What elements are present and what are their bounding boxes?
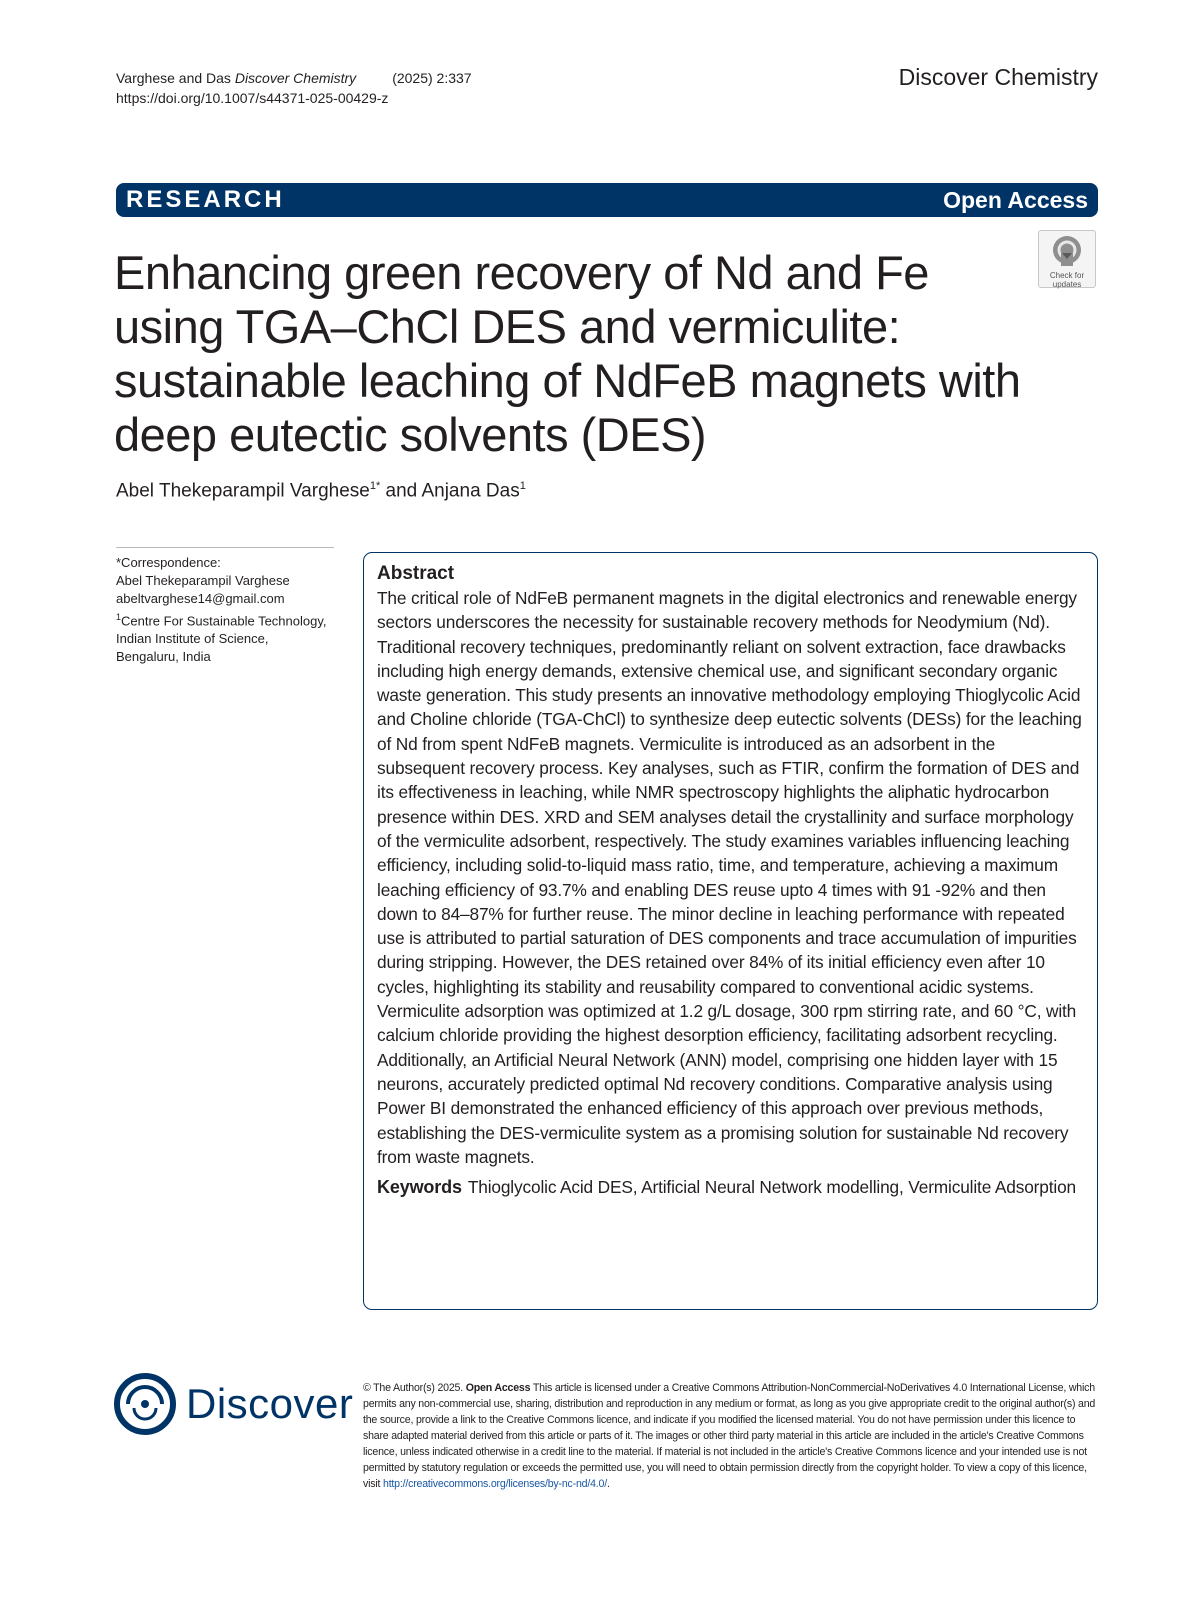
article-title: Enhancing green recovery of Nd and Fe using TGA–ChCl DES and vermiculite: sustainable leaching of NdFeB magnets with deep eutectic solvents (DES) <box>114 246 1021 461</box>
article-type-banner <box>116 183 1098 217</box>
header-volume: (2025) 2:337 <box>392 70 472 86</box>
side-divider <box>116 547 334 548</box>
keywords-line <box>377 1175 1085 1199</box>
license-copyright: © The Author(s) 2025. <box>363 1382 463 1394</box>
keywords-text: Thioglycolic Acid DES, Artificial Neural Network modelling, Vermiculite Adsorption <box>467 1177 1076 1198</box>
abstract-heading: Abstract <box>377 563 455 584</box>
journal-name: Discover Chemistry <box>898 64 1098 90</box>
abstract-text: The critical role of NdFeB permanent magnets in the digital electronics and renewable energy sectors underscores the necessity for sustainable recovery methods for Neodymium (Nd). Traditional recovery techniques, predominantly reliant on solvent extraction, face drawbacks including high energy demands, extensive chemical use, and significant secondary organic waste generation. This study presents an innovative methodology employing Thioglycolic Acid and Choline chloride (TGA-ChCl) to synthesize deep eutectic solvents (DESs) for the leaching of Nd from spent NdFeB magnets. Vermiculite is introduced as an adsorbent in the subsequent recovery process. Key analyses, such as FTIR, confirm the formation of DES and its effectiveness in leaching, while NMR spectroscopy highlights the aliphatic hydrocarbon presence within DES. XRD and SEM analyses detail the crystallinity and surface morphology of the vermiculite adsorbent, respectively. The study examines variables influencing leaching efficiency, including solid-to-liquid mass ratio, time, and temperature, achieving a maximum leaching efficiency of 93.7% and enabling DES reuse upto 4 times with 91 -92% and then down to 84–87% for further reuse. The minor decline in leaching performance with repeated use is attributed to partial saturation of DES components and trace accumulation of impurities during stripping. However, the DES retained over 84% of its initial efficiency even after 10 cycles, highlighting its stability and reusability compared to conventional acidic systems. Vermiculite adsorption was optimized at 1.2 g/L dosage, 300 rpm stirring rate, and 60 °C, with calcium chloride providing the highest desorption efficiency, facilitating adsorbent recycling. Additionally, an Artificial Neural Network (ANN) model, comprising one hidden layer with 15 neurons, accurately predicted optimal Nd recovery conditions. Comparative analysis using Power BI demonstrated the enhanced efficiency of this approach over previous methods, establishing the DES-vermiculite system as a promising solution for sustainable Nd recovery from waste magnets. <box>377 588 1082 1167</box>
author-1[interactable]: Abel Thekeparampil Varghese <box>116 480 370 502</box>
license-notice <box>363 1380 1098 1492</box>
header-journal: Discover Chemistry <box>234 70 357 86</box>
author-1-affiliation: 1* <box>369 480 381 492</box>
discover-logo[interactable] <box>114 1373 353 1435</box>
correspondence-block <box>116 554 346 666</box>
author-separator: and <box>380 480 422 502</box>
author-2[interactable]: Anjana Das <box>421 480 520 502</box>
abstract-box <box>363 552 1098 1310</box>
author-list <box>116 480 526 502</box>
crossmark-icon <box>1051 234 1083 266</box>
author-2-affiliation: 1 <box>519 480 526 492</box>
keywords-label: Keywords <box>377 1177 462 1198</box>
affiliation-line-1: $^1$Centre For Sustainable Technology, <box>116 612 327 629</box>
running-header <box>116 68 472 108</box>
open-access-label: Open Access <box>943 186 1088 213</box>
license-end: . <box>606 1478 610 1490</box>
discover-logo-word: Discover <box>186 1380 354 1427</box>
affiliation-sup: 1 <box>116 612 122 622</box>
affiliation-line-3: Bengaluru, India <box>116 649 211 665</box>
correspondence-label: *Correspondence: <box>116 555 221 570</box>
crossmark-text-1: Check for <box>1049 271 1085 280</box>
header-citation <box>116 68 472 88</box>
license-link[interactable]: http://creativecommons.org/licenses/by-nc-nd/4.0/ <box>383 1478 607 1490</box>
correspondence-name: Abel Thekeparampil Varghese <box>116 573 290 588</box>
license-open-access: Open Access <box>465 1382 531 1394</box>
correspondence-email[interactable]: abeltvarghese14@gmail.com <box>116 591 285 606</box>
discover-logo-icon <box>114 1373 176 1435</box>
license-body: This article is licensed under a Creative Commons Attribution-NonCommercial-NoDerivatives 4.0 International License, which permits any non-commercial use, sharing, distribution and reproduction in any medium or format, as long as you give appropriate credit to the original author(s) and the source, provide a link to the Creative Commons licence, and indicate if you modified the licensed material. You do not have permission under this licence to share adapted material derived from this article or parts of it. The images or other third party material in this article are included in the article's Creative Commons licence, unless indicated otherwise in a credit line to the material. If material is not included in the article's Creative Commons licence and your intended use is not permitted by statutory regulation or exceeds the permitted use, you will need to obtain permission directly from the copyright holder. To view a copy of this licence, visit <box>363 1382 1096 1490</box>
header-authors: Varghese and Das <box>116 70 231 86</box>
crossmark-text-2: updates <box>1052 280 1082 289</box>
article-type-label: RESEARCH <box>126 186 285 213</box>
header-doi-link[interactable]: https://doi.org/10.1007/s44371-025-00429-z <box>116 90 389 106</box>
check-for-updates-button[interactable] <box>1038 230 1096 288</box>
affiliation-line-2: Indian Institute of Science, <box>116 631 269 647</box>
